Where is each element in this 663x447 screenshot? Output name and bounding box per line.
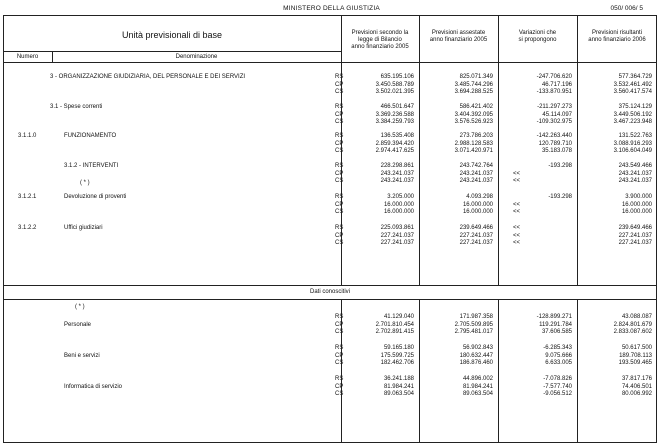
value-cell: -247.706.620: [536, 74, 572, 80]
value-cell: -133.870.951: [536, 89, 572, 95]
row-label: Uffici giudiziari: [64, 225, 103, 231]
value-cell: 227.241.037: [380, 240, 414, 246]
value-cell: 3.900.000: [625, 194, 652, 200]
row-type: CS: [335, 89, 344, 95]
row-type: CS: [335, 329, 344, 335]
row-type: CP: [335, 383, 344, 390]
value-cell: 3.694.288.525: [454, 89, 493, 95]
row-label: Devoluzione di proventi: [64, 194, 127, 200]
value-cell: 2.859.394.420: [375, 140, 414, 147]
row-label: FUNZIONAMENTO: [64, 133, 117, 139]
value-cell: 3.106.604.049: [613, 148, 652, 154]
value-cell: 81.984.241: [462, 383, 493, 390]
value-cell: 50.617.500: [621, 345, 652, 351]
value-cell: 273.786.203: [459, 133, 493, 139]
value-cell: 43.088.087: [621, 314, 652, 320]
value-cell: 3.532.461.492: [613, 81, 652, 88]
value-cell: 586.421.402: [459, 104, 493, 110]
value-cell: 3.485.744.296: [454, 81, 493, 88]
row-number: 3.1.2.1: [18, 194, 37, 200]
value-cell: 59.165.180: [383, 345, 414, 351]
value-cell: 243.549.466: [618, 163, 652, 169]
value-cell: 16.000.000: [462, 209, 493, 215]
value-cell: 2.988.128.583: [454, 140, 493, 147]
value-cell: 182.462.706: [380, 360, 414, 366]
value-cell: 3.071.420.971: [454, 148, 493, 154]
value-cell: 466.501.647: [380, 104, 414, 110]
value-cell: 243.241.037: [459, 178, 493, 184]
value-cell: 239.649.466: [459, 225, 493, 231]
value-cell: <<: [512, 225, 520, 231]
value-cell: 16.000.000: [621, 201, 652, 208]
value-cell: 227.241.037: [459, 232, 493, 239]
value-cell: 225.093.861: [380, 225, 414, 231]
row-type: RS: [335, 163, 344, 169]
denominazione-heading: Denominazione: [175, 54, 218, 60]
value-cell: 6.633.005: [545, 360, 572, 366]
value-cell: -193.298: [548, 163, 572, 169]
row-type: CP: [335, 321, 344, 328]
value-cell: 2.701.810.454: [375, 321, 414, 328]
value-cell: 74.406.501: [621, 383, 652, 390]
value-cell: 2.974.417.625: [375, 148, 414, 154]
dati-note: ( * ): [75, 304, 85, 310]
value-cell: <<: [512, 201, 520, 208]
value-cell: -7.078.826: [543, 376, 572, 382]
value-cell: 227.241.037: [380, 232, 414, 239]
value-cell: 243.241.037: [459, 170, 493, 177]
value-cell: 45.114.097: [542, 111, 572, 118]
value-cell: 37.817.176: [621, 376, 652, 382]
funz-note: ( * ): [80, 180, 90, 186]
value-cell: 2.795.481.017: [454, 329, 493, 335]
row-type: CS: [335, 119, 344, 125]
value-cell: 635.195.106: [380, 74, 414, 80]
value-cell: 2.702.891.415: [375, 329, 414, 335]
value-cell: 243.241.037: [618, 178, 652, 184]
row-type: RS: [335, 376, 344, 382]
value-cell: -142.263.440: [536, 133, 572, 139]
value-cell: 3.450.588.789: [375, 81, 414, 88]
value-cell: 3.404.392.095: [454, 111, 493, 118]
value-cell: -109.302.975: [536, 119, 572, 125]
value-cell: 16.000.000: [462, 201, 493, 208]
value-cell: -7.577.740: [543, 383, 572, 390]
value-cell: 171.987.358: [459, 314, 493, 320]
col4-divider: [577, 15, 578, 285]
value-cell: 3.560.417.574: [613, 89, 652, 95]
value-cell: -128.899.271: [536, 314, 572, 320]
value-cell: 577.364.729: [618, 74, 652, 80]
value-cell: 180.632.447: [459, 352, 493, 359]
value-cell: <<: [512, 240, 520, 246]
row-type: RS: [335, 194, 344, 200]
col2-heading: Previsioni assestate anno finanziario 2005: [429, 30, 488, 43]
col3-divider: [498, 15, 499, 285]
value-cell: 227.241.037: [618, 232, 652, 239]
row-type: CS: [335, 148, 344, 154]
value-cell: 3.369.236.588: [375, 111, 414, 118]
col2-divider: [419, 15, 420, 285]
value-cell: 89.063.504: [383, 391, 414, 397]
value-cell: 56.902.843: [462, 345, 493, 351]
unita-heading: Unità previsionali di base: [121, 30, 223, 40]
value-cell: 239.649.466: [618, 225, 652, 231]
row-label: Informatica di servizio: [64, 384, 123, 390]
value-cell: 136.535.408: [380, 133, 414, 139]
value-cell: <<: [512, 209, 520, 215]
value-cell: -193.298: [548, 194, 572, 200]
value-cell: 80.006.992: [621, 391, 652, 397]
row-label: Personale: [64, 322, 92, 328]
value-cell: 227.241.037: [618, 240, 652, 246]
numero-heading: Numero: [16, 54, 39, 60]
row-type: CP: [335, 201, 344, 208]
col3-heading: Variazioni che si propongono: [518, 30, 557, 43]
value-cell: 189.708.113: [619, 352, 652, 359]
row-type: RS: [335, 133, 344, 139]
value-cell: 16.000.000: [383, 209, 414, 215]
value-cell: 193.509.465: [618, 360, 652, 366]
row-type: CS: [335, 178, 344, 184]
row-type: CP: [335, 352, 344, 359]
row-type: CP: [335, 232, 344, 239]
col1-heading: Previsioni secondo la legge di Bilancio anno finanziario 2005: [351, 30, 409, 50]
ministry-title: MINISTERO DELLA GIUSTIZIA: [283, 5, 380, 12]
value-cell: 16.000.000: [621, 209, 652, 215]
row-type: CS: [335, 209, 344, 215]
value-cell: 3.088.916.293: [613, 140, 652, 147]
value-cell: 3.449.506.192: [613, 111, 652, 118]
dati-top-line: [3, 285, 657, 286]
value-cell: 3.205.000: [387, 194, 414, 200]
value-cell: 35.183.078: [541, 148, 572, 154]
row-label: 3.1.2 - INTERVENTI: [64, 163, 119, 169]
value-cell: -9.056.512: [543, 391, 572, 397]
value-cell: 3.502.021.395: [375, 89, 414, 95]
value-cell: 16.000.000: [383, 201, 414, 208]
row-label: 3.1 - Spese correnti: [50, 104, 103, 110]
value-cell: 119.291.784: [539, 321, 572, 328]
dati-bottom-line: [3, 299, 657, 300]
value-cell: 186.876.460: [459, 360, 493, 366]
row-label: Beni e servizi: [64, 353, 100, 359]
value-cell: 4.093.298: [466, 194, 493, 200]
value-cell: 375.124.129: [618, 104, 652, 110]
header-bottom-line: [3, 62, 657, 63]
col2-divider-lower: [419, 299, 420, 443]
row-number: 3.1.2.2: [18, 225, 37, 231]
value-cell: 227.241.037: [459, 240, 493, 246]
value-cell: 2.824.801.679: [613, 321, 652, 328]
value-cell: 9.075.666: [545, 352, 572, 359]
value-cell: 3.467.223.948: [613, 119, 652, 125]
row-type: CS: [335, 240, 344, 246]
value-cell: 81.984.241: [383, 383, 414, 390]
row-type: RS: [335, 345, 344, 351]
value-cell: 3.384.259.793: [375, 119, 414, 125]
row-type: CP: [335, 111, 344, 118]
header-divider: [3, 51, 341, 52]
value-cell: 243.241.037: [380, 178, 414, 184]
value-cell: 3.576.526.923: [454, 119, 493, 125]
row-number: 3.1.1.0: [18, 133, 37, 139]
value-cell: <<: [512, 232, 520, 239]
value-cell: 131.522.763: [618, 133, 652, 139]
value-cell: -211.297.273: [537, 104, 572, 110]
row-type: CS: [335, 391, 344, 397]
page-code: 050/ 006/ 5: [610, 5, 643, 12]
value-cell: 44.896.002: [462, 376, 493, 382]
value-cell: -6.285.343: [543, 345, 572, 351]
value-cell: 175.599.725: [380, 352, 414, 359]
row-type: CP: [335, 140, 344, 147]
row-type: CP: [335, 170, 344, 177]
value-cell: 36.241.188: [383, 376, 414, 382]
value-cell: 243.241.037: [380, 170, 414, 177]
dati-conoscitivi-heading: Dati conoscitivi: [309, 289, 350, 295]
col3-divider-lower: [498, 299, 499, 443]
value-cell: 228.298.861: [380, 163, 414, 169]
value-cell: 2.833.087.602: [613, 329, 652, 335]
row-type: CS: [335, 360, 344, 366]
value-cell: 37.606.585: [541, 329, 572, 335]
value-cell: <<: [512, 170, 520, 177]
row-type: RS: [335, 104, 344, 110]
col4-divider-lower: [577, 299, 578, 443]
value-cell: 89.063.504: [462, 391, 493, 397]
row-type: CP: [335, 81, 344, 88]
row-type: RS: [335, 225, 344, 231]
col4-heading: Previsioni risultanti anno finanziario 2006: [588, 30, 646, 43]
row-type: RS: [335, 314, 344, 320]
value-cell: 825.071.349: [459, 74, 493, 80]
value-cell: 243.742.764: [459, 163, 493, 169]
row-type: RS: [335, 74, 344, 80]
value-cell: <<: [512, 178, 520, 184]
value-cell: 2.705.509.895: [454, 321, 493, 328]
value-cell: 41.129.040: [383, 314, 414, 320]
value-cell: 243.241.037: [618, 170, 652, 177]
row-label: 3 - ORGANIZZAZIONE GIUDIZIARIA, DEL PERSONALE E DEI SERVIZI: [50, 74, 246, 80]
value-cell: 120.789.710: [538, 140, 572, 147]
value-cell: 46.717.196: [541, 81, 572, 88]
